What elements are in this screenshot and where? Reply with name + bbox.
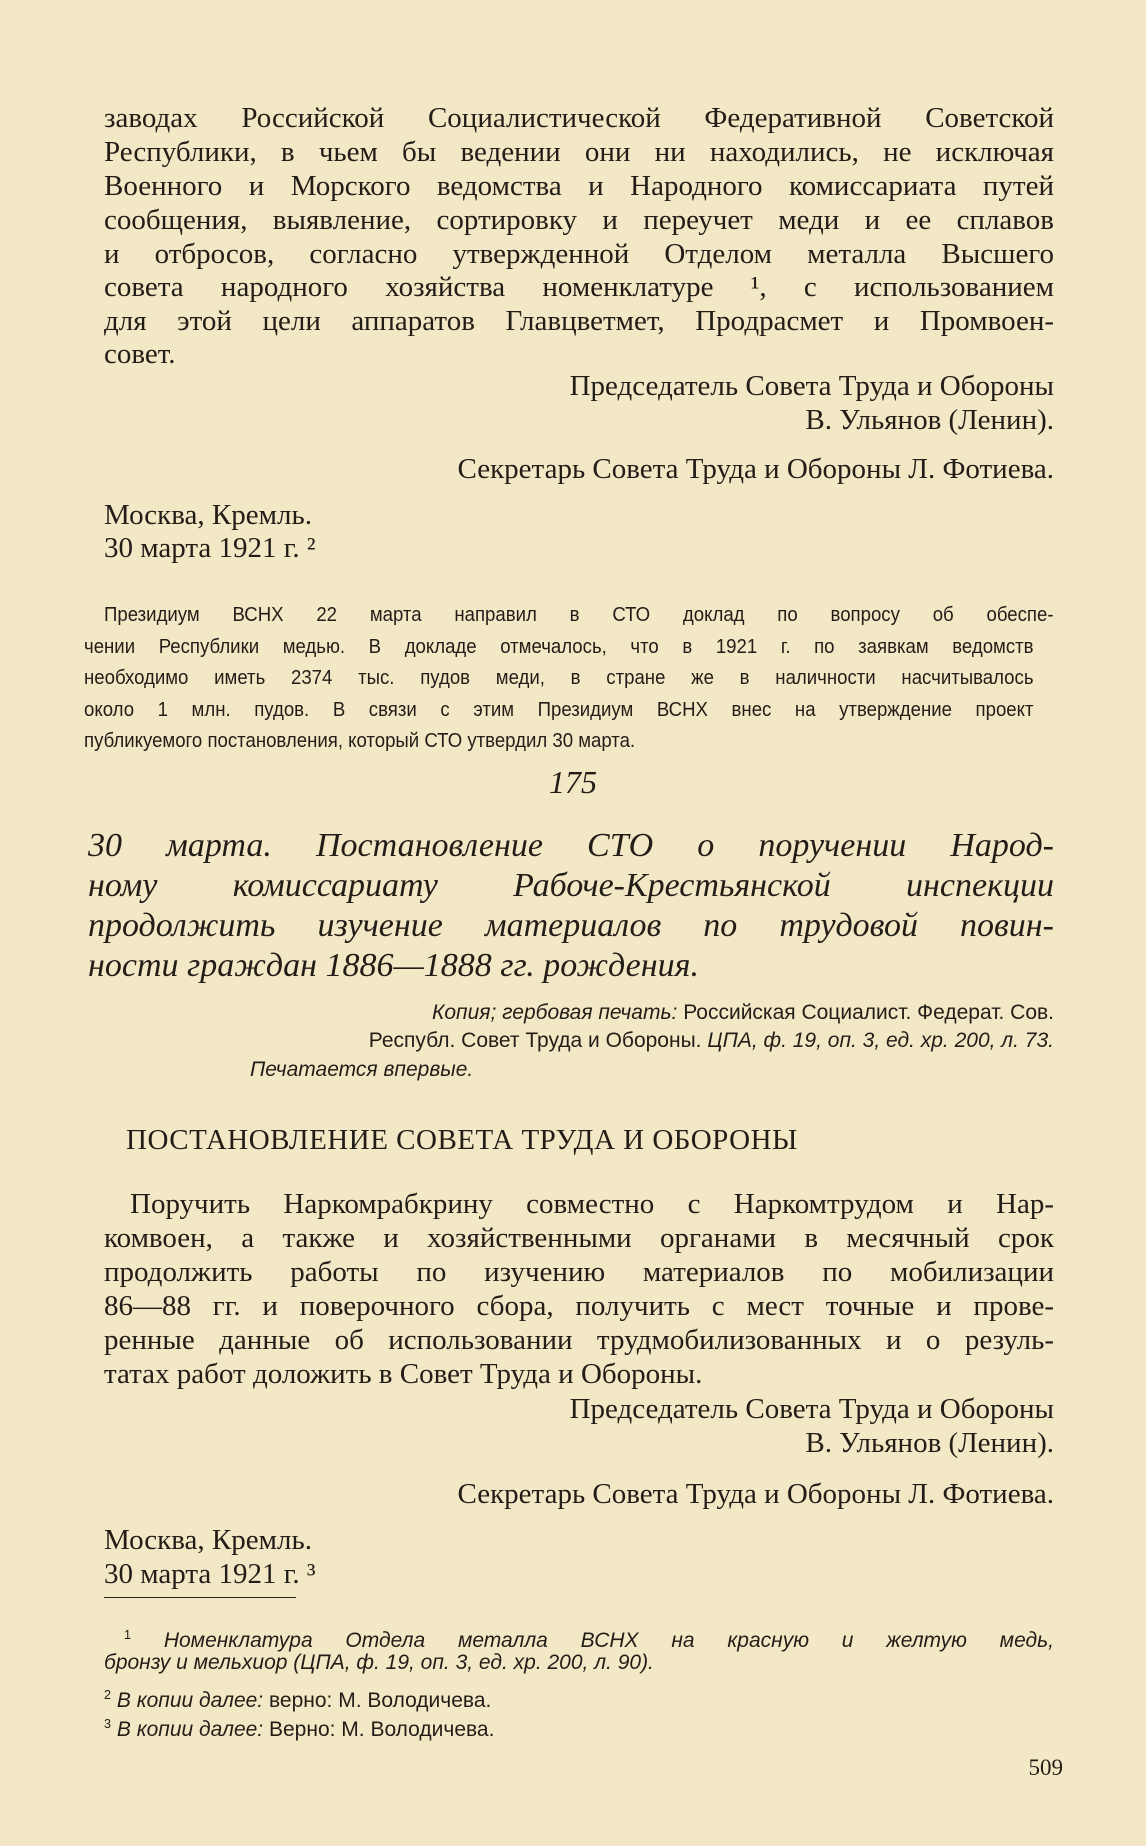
first-print-note: Печатается впервые. <box>250 1058 474 1081</box>
citation-text: Российская Социалист. Федерат. Сов. <box>683 1001 1054 1024</box>
document-number: 175 <box>549 764 597 800</box>
text-line: Военного и Морского ведомства и Народного комиссариата путей <box>104 170 1054 202</box>
footnote-text: верно: М. Володичева. <box>268 1689 492 1712</box>
note-line: около 1 млн. пудов. В связи с этим Президиум ВСНХ внес на утверждение проект <box>84 699 1034 721</box>
place: Москва, Кремль. <box>104 499 312 531</box>
text-line: продолжить работы по изучению материалов по мобилизации <box>104 1256 1054 1288</box>
footnote-divider <box>104 1597 296 1598</box>
footnote-number: 3 <box>104 1717 112 1731</box>
chairman-name: В. Ульянов (Ленин). <box>805 1427 1054 1459</box>
chairman-title: Председатель Совета Труда и Обороны <box>569 1393 1054 1425</box>
text-line: татах работ доложить в Совет Труда и Обороны. <box>104 1358 703 1390</box>
date: 30 марта 1921 г. ² <box>104 532 316 564</box>
secretary-signature: Секретарь Совета Труда и Обороны Л. Фотиева. <box>457 453 1054 485</box>
chairman-title: Председатель Совета Труда и Обороны <box>569 370 1054 402</box>
text-line: сообщения, выявление, сортировку и переучет меди и ее сплавов <box>104 204 1054 236</box>
text-line: 86—88 гг. и поверочного сбора, получить с мест точные и прове- <box>104 1290 1054 1322</box>
title-line: ному комиссариату Рабоче-Крестьянской инспекции <box>88 867 1054 904</box>
text-line: комвоен, а также и хозяйственными органами в месячный срок <box>104 1222 1054 1254</box>
date: 30 марта 1921 г. ³ <box>104 1558 316 1590</box>
resolution-heading: ПОСТАНОВЛЕНИЕ СОВЕТА ТРУДА И ОБОРОНЫ <box>126 1124 798 1156</box>
text-line: Поручить Наркомрабкрину совместно с Наркомтрудом и Нар- <box>130 1188 1054 1220</box>
footnote-label: В копии далее: <box>116 1718 264 1741</box>
footnote-text: Номенклатура Отдела металла ВСНХ на красную и желтую медь, <box>163 1629 1054 1652</box>
citation-label: Копия; гербовая печать: <box>432 1001 678 1024</box>
title-line: ности граждан 1886—1888 гг. рождения. <box>88 947 699 984</box>
note-line: чении Республики медью. В докладе отмечалось, что в 1921 г. по заявкам ведомств <box>84 636 1034 658</box>
citation-text: Республ. Совет Труда и Обороны. <box>368 1029 702 1052</box>
text-line: Республики, в чьем бы ведении они ни находились, не исключая <box>104 136 1054 168</box>
footnote-number: 2 <box>104 1688 112 1702</box>
chairman-name: В. Ульянов (Ленин). <box>805 404 1054 436</box>
note-line: необходимо иметь 2374 тыс. пудов меди, в стране же в наличности насчитывалось <box>84 667 1034 689</box>
title-line: 30 марта. Постановление СТО о поручении Народ- <box>88 827 1054 864</box>
footnote-label: В копии далее: <box>116 1689 264 1712</box>
text-line: заводах Российской Социалистической Федеративной Советской <box>104 102 1054 134</box>
secretary-signature: Секретарь Совета Труда и Обороны Л. Фотиева. <box>457 1478 1054 1510</box>
title-line: продолжить изучение материалов по трудовой повин- <box>88 907 1054 944</box>
note-line: Президиум ВСНХ 22 марта направил в СТО доклад по вопросу об обеспе- <box>104 604 1054 626</box>
footnote-text: Верно: М. Володичева. <box>268 1718 495 1741</box>
page-number: 509 <box>1028 1755 1063 1780</box>
place: Москва, Кремль. <box>104 1524 312 1556</box>
footnote-number: 1 <box>124 1628 132 1642</box>
archive-reference: ЦПА, ф. 19, оп. 3, ед. хр. 200, л. 73. <box>707 1029 1054 1052</box>
text-line: совет. <box>104 338 176 370</box>
text-line: для этой цели аппаратов Главцветмет, Продрасмет и Промвоен- <box>104 305 1054 337</box>
text-line: ренные данные об использовании трудмобилизованных и о резуль- <box>104 1324 1054 1356</box>
note-line: публикуемого постановления, который СТО утвердил 30 марта. <box>84 730 636 752</box>
text-line: совета народного хозяйства номенклатуре ¹, с использованием <box>104 271 1054 303</box>
footnote-text: бронзу и мельхиор (ЦПА, ф. 19, оп. 3, ед. хр. 200, л. 90). <box>104 1651 654 1674</box>
text-line: и отбросов, согласно утвержденной Отделом металла Высшего <box>104 238 1054 270</box>
